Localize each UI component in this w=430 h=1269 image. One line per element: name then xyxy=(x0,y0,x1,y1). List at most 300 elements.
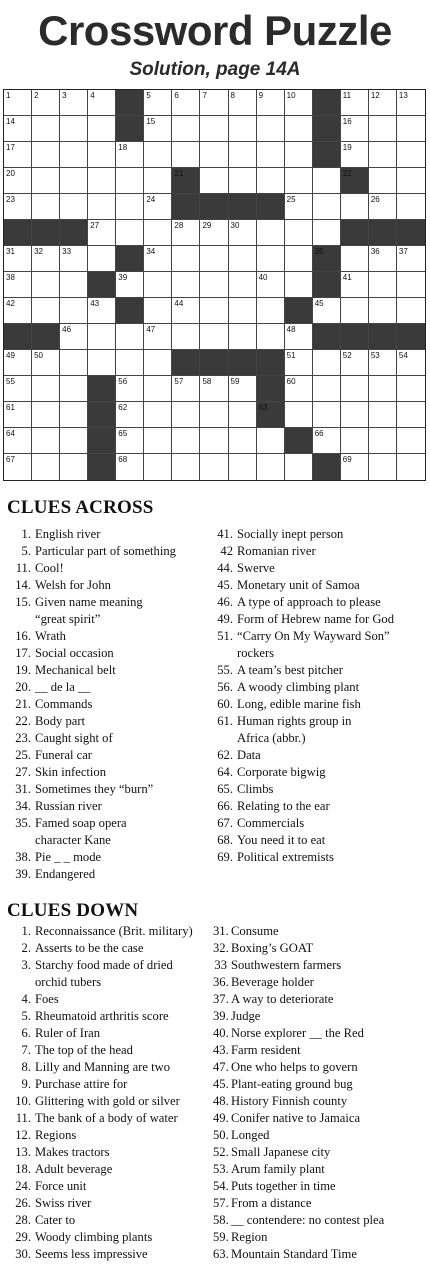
grid-cell[interactable] xyxy=(144,220,172,246)
grid-cell[interactable] xyxy=(116,376,144,402)
grid-cell[interactable] xyxy=(4,272,32,298)
grid-cell[interactable] xyxy=(313,194,341,220)
clue-number: 5. xyxy=(21,544,31,558)
grid-cell[interactable] xyxy=(144,194,172,220)
grid-cell[interactable] xyxy=(200,272,228,298)
grid-cell-number: 11 xyxy=(342,91,352,100)
clue-item xyxy=(7,645,176,662)
clue-number: 37. xyxy=(213,992,229,1006)
grid-cell[interactable] xyxy=(144,116,172,142)
grid-cell[interactable] xyxy=(88,168,116,194)
clue-number: 51. xyxy=(217,629,233,643)
grid-cell[interactable] xyxy=(200,298,228,324)
grid-cell[interactable] xyxy=(4,376,32,402)
clue-number: 49. xyxy=(213,1111,229,1125)
grid-cell[interactable] xyxy=(144,350,172,376)
clue-item xyxy=(7,849,176,866)
grid-cell[interactable] xyxy=(369,90,397,116)
clue-item xyxy=(213,923,384,940)
grid-cell[interactable] xyxy=(144,454,172,480)
clue-text: One who helps to govern xyxy=(231,1060,358,1074)
grid-cell[interactable] xyxy=(4,428,32,454)
grid-cell[interactable] xyxy=(32,428,60,454)
grid-cell[interactable] xyxy=(88,90,116,116)
grid-cell[interactable] xyxy=(60,168,88,194)
clue-text: Judge xyxy=(231,1009,261,1023)
clues-down-heading: CLUES DOWN xyxy=(7,900,139,921)
grid-cell[interactable] xyxy=(116,168,144,194)
grid-cell[interactable] xyxy=(172,272,200,298)
grid-cell[interactable] xyxy=(116,454,144,480)
grid-cell[interactable] xyxy=(285,376,313,402)
grid-cell[interactable] xyxy=(4,116,32,142)
grid-cell-number: 63 xyxy=(258,403,268,412)
grid-cell[interactable] xyxy=(313,428,341,454)
grid-cell[interactable] xyxy=(285,168,313,194)
clue-number: 20. xyxy=(15,680,31,694)
grid-cell[interactable] xyxy=(229,142,257,168)
grid-cell[interactable] xyxy=(397,168,425,194)
grid-cell[interactable] xyxy=(229,324,257,350)
grid-cell[interactable] xyxy=(172,142,200,168)
grid-cell[interactable] xyxy=(144,90,172,116)
grid-cell[interactable] xyxy=(369,168,397,194)
grid-cell[interactable] xyxy=(144,142,172,168)
grid-cell[interactable] xyxy=(285,194,313,220)
clue-item xyxy=(213,849,394,866)
grid-cell[interactable] xyxy=(397,272,425,298)
clue-item xyxy=(7,1025,193,1042)
grid-cell[interactable] xyxy=(285,246,313,272)
grid-cell[interactable] xyxy=(116,350,144,376)
clue-number: 24. xyxy=(15,1179,31,1193)
grid-cell[interactable] xyxy=(200,90,228,116)
grid-cell-number: 30 xyxy=(230,221,240,230)
grid-cell[interactable] xyxy=(60,298,88,324)
grid-cell[interactable] xyxy=(144,298,172,324)
grid-cell[interactable] xyxy=(257,90,285,116)
clue-text: Longed xyxy=(231,1128,270,1142)
clue-number: 23. xyxy=(15,731,31,745)
grid-cell[interactable] xyxy=(285,402,313,428)
grid-cell[interactable] xyxy=(397,194,425,220)
clue-text: The top of the head xyxy=(35,1043,133,1057)
grid-cell[interactable] xyxy=(229,90,257,116)
grid-cell[interactable] xyxy=(116,194,144,220)
grid-cell[interactable] xyxy=(144,428,172,454)
clue-item xyxy=(7,1059,193,1076)
clue-item xyxy=(213,611,394,628)
grid-cell[interactable] xyxy=(4,402,32,428)
grid-cell-number: 38 xyxy=(6,273,15,282)
grid-cell[interactable] xyxy=(32,168,60,194)
grid-cell[interactable] xyxy=(172,220,200,246)
clues-across-heading: CLUES ACROSS xyxy=(7,497,154,518)
grid-black-square xyxy=(313,324,341,350)
grid-cell[interactable] xyxy=(285,142,313,168)
grid-cell[interactable] xyxy=(172,428,200,454)
grid-cell[interactable] xyxy=(341,376,369,402)
grid-cell[interactable] xyxy=(172,324,200,350)
grid-cell[interactable] xyxy=(200,168,228,194)
grid-cell[interactable] xyxy=(4,194,32,220)
clue-text: Cool! xyxy=(35,561,64,575)
grid-cell[interactable] xyxy=(313,220,341,246)
grid-cell[interactable] xyxy=(369,272,397,298)
clue-text: Reconnaissance (Brit. military) xyxy=(35,924,193,938)
clue-item xyxy=(213,1144,384,1161)
grid-cell[interactable] xyxy=(397,90,425,116)
grid-cell[interactable] xyxy=(369,402,397,428)
grid-cell[interactable] xyxy=(369,428,397,454)
grid-cell[interactable] xyxy=(229,272,257,298)
clue-item xyxy=(213,1127,384,1144)
grid-cell[interactable] xyxy=(144,402,172,428)
grid-cell[interactable] xyxy=(369,350,397,376)
grid-cell[interactable] xyxy=(229,220,257,246)
clue-item xyxy=(213,747,394,764)
clue-number: 6. xyxy=(21,1026,31,1040)
grid-cell[interactable] xyxy=(285,220,313,246)
grid-cell[interactable] xyxy=(397,246,425,272)
grid-cell[interactable] xyxy=(341,428,369,454)
clue-item xyxy=(7,662,176,679)
grid-cell-number: 69 xyxy=(342,455,352,464)
grid-cell[interactable] xyxy=(4,350,32,376)
clue-item xyxy=(7,696,176,713)
grid-cell-number: 64 xyxy=(6,429,15,438)
grid-cell[interactable] xyxy=(32,246,60,272)
clue-item xyxy=(213,526,394,543)
clue-text: Data xyxy=(237,748,261,762)
clue-number: 41. xyxy=(217,527,233,541)
clue-number: 39. xyxy=(15,867,31,881)
clue-text: Long, edible marine fish xyxy=(237,697,361,711)
grid-cell[interactable] xyxy=(229,428,257,454)
grid-cell[interactable] xyxy=(285,116,313,142)
clue-number: 11. xyxy=(15,561,31,575)
grid-cell[interactable] xyxy=(229,298,257,324)
grid-black-square xyxy=(369,220,397,246)
grid-cell-number: 12 xyxy=(370,91,380,100)
grid-cell[interactable] xyxy=(200,142,228,168)
clue-item xyxy=(7,1093,193,1110)
grid-cell[interactable] xyxy=(200,454,228,480)
grid-cell-number: 4 xyxy=(90,91,95,100)
grid-cell-number: 68 xyxy=(118,455,128,464)
grid-cell[interactable] xyxy=(257,272,285,298)
grid-cell[interactable] xyxy=(200,116,228,142)
grid-cell[interactable] xyxy=(60,90,88,116)
grid-cell[interactable] xyxy=(88,324,116,350)
grid-cell[interactable] xyxy=(172,116,200,142)
clue-number: 11. xyxy=(15,1111,31,1125)
grid-cell[interactable] xyxy=(285,90,313,116)
grid-cell-number: 5 xyxy=(146,91,151,100)
grid-cell[interactable] xyxy=(32,90,60,116)
grid-cell[interactable] xyxy=(229,116,257,142)
clue-item xyxy=(213,1008,384,1025)
clue-item xyxy=(7,1212,193,1229)
grid-cell[interactable] xyxy=(341,142,369,168)
clue-item xyxy=(7,1246,193,1263)
grid-cell[interactable] xyxy=(397,298,425,324)
page-subtitle: Solution, page 14A xyxy=(129,59,301,80)
grid-cell[interactable] xyxy=(88,220,116,246)
grid-cell[interactable] xyxy=(172,402,200,428)
grid-cell[interactable] xyxy=(116,402,144,428)
grid-cell[interactable] xyxy=(32,194,60,220)
grid-cell[interactable] xyxy=(60,350,88,376)
grid-cell[interactable] xyxy=(88,350,116,376)
clue-item xyxy=(7,991,193,1008)
clue-number: 49. xyxy=(217,612,233,626)
clue-number: 67. xyxy=(217,816,233,830)
clue-number: 55. xyxy=(217,663,233,677)
clue-text: A team’s best pitcher xyxy=(237,663,343,677)
grid-cell[interactable] xyxy=(313,350,341,376)
grid-cell[interactable] xyxy=(257,324,285,350)
grid-cell[interactable] xyxy=(172,298,200,324)
clue-text: Adult beverage xyxy=(35,1162,113,1176)
grid-cell[interactable] xyxy=(172,246,200,272)
grid-cell[interactable] xyxy=(144,246,172,272)
grid-cell[interactable] xyxy=(144,376,172,402)
grid-cell[interactable] xyxy=(144,324,172,350)
grid-cell[interactable] xyxy=(341,454,369,480)
clue-number: 45. xyxy=(217,578,233,592)
grid-black-square xyxy=(172,194,200,220)
grid-cell[interactable] xyxy=(313,402,341,428)
clue-text: Lilly and Manning are two xyxy=(35,1060,171,1074)
grid-cell[interactable] xyxy=(229,168,257,194)
grid-cell[interactable] xyxy=(32,376,60,402)
grid-cell-number: 45 xyxy=(314,299,324,308)
grid-black-square xyxy=(116,90,144,116)
grid-cell[interactable] xyxy=(116,272,144,298)
grid-cell[interactable] xyxy=(116,324,144,350)
grid-cell[interactable] xyxy=(341,90,369,116)
clue-text: Seems less impressive xyxy=(35,1247,148,1261)
clue-item xyxy=(213,1076,384,1093)
grid-cell[interactable] xyxy=(397,116,425,142)
grid-cell[interactable] xyxy=(4,298,32,324)
grid-cell[interactable] xyxy=(116,428,144,454)
clue-number: 59. xyxy=(213,1230,229,1244)
grid-cell[interactable] xyxy=(60,272,88,298)
grid-black-square xyxy=(313,272,341,298)
clue-number: 5. xyxy=(21,1009,31,1023)
grid-cell-number: 59 xyxy=(230,377,240,386)
clue-number: 62. xyxy=(217,748,233,762)
grid-cell[interactable] xyxy=(341,350,369,376)
grid-cell[interactable] xyxy=(200,246,228,272)
grid-cell[interactable] xyxy=(341,194,369,220)
grid-cell[interactable] xyxy=(88,116,116,142)
grid-cell[interactable] xyxy=(341,402,369,428)
grid-cell[interactable] xyxy=(257,246,285,272)
grid-cell[interactable] xyxy=(229,376,257,402)
grid-cell[interactable] xyxy=(369,376,397,402)
clue-item xyxy=(213,1178,384,1195)
grid-cell[interactable] xyxy=(229,246,257,272)
grid-cell-number: 49 xyxy=(6,351,15,360)
grid-cell-number: 7 xyxy=(202,91,207,100)
grid-cell[interactable] xyxy=(60,402,88,428)
grid-cell[interactable] xyxy=(285,350,313,376)
grid-cell[interactable] xyxy=(200,220,228,246)
clue-number: 21. xyxy=(15,697,31,711)
clue-item xyxy=(213,991,384,1008)
grid-cell[interactable] xyxy=(341,272,369,298)
grid-cell[interactable] xyxy=(60,428,88,454)
grid-cell[interactable] xyxy=(257,298,285,324)
grid-cell[interactable] xyxy=(369,194,397,220)
clue-number: 18. xyxy=(15,1162,31,1176)
clue-item xyxy=(213,1042,384,1059)
grid-cell-number: 53 xyxy=(370,351,380,360)
clue-number: 3. xyxy=(21,958,31,972)
clue-item xyxy=(213,594,394,611)
grid-cell[interactable] xyxy=(60,194,88,220)
clue-number: 38. xyxy=(15,850,31,864)
clue-text: Cater to xyxy=(35,1213,76,1227)
grid-cell-number: 60 xyxy=(286,377,296,386)
grid-cell[interactable] xyxy=(32,142,60,168)
grid-cell[interactable] xyxy=(172,90,200,116)
grid-cell[interactable] xyxy=(397,350,425,376)
grid-cell[interactable] xyxy=(32,116,60,142)
grid-cell[interactable] xyxy=(4,142,32,168)
grid-cell[interactable] xyxy=(313,168,341,194)
clue-text: Consume xyxy=(231,924,279,938)
grid-cell[interactable] xyxy=(285,272,313,298)
grid-cell[interactable] xyxy=(32,272,60,298)
grid-cell[interactable] xyxy=(397,454,425,480)
grid-black-square xyxy=(88,272,116,298)
grid-cell[interactable] xyxy=(397,402,425,428)
clue-item xyxy=(213,1059,384,1076)
grid-cell[interactable] xyxy=(60,324,88,350)
grid-black-square xyxy=(313,116,341,142)
grid-cell-number: 61 xyxy=(6,403,15,412)
grid-cell[interactable] xyxy=(32,454,60,480)
grid-cell[interactable] xyxy=(60,116,88,142)
grid-cell[interactable] xyxy=(88,298,116,324)
grid-cell[interactable] xyxy=(341,246,369,272)
clue-number: 54. xyxy=(213,1179,229,1193)
grid-cell[interactable] xyxy=(172,376,200,402)
grid-cell[interactable] xyxy=(4,246,32,272)
clue-item xyxy=(213,1161,384,1178)
grid-cell[interactable] xyxy=(144,272,172,298)
clue-item xyxy=(213,957,384,974)
grid-cell[interactable] xyxy=(313,376,341,402)
grid-cell[interactable] xyxy=(369,298,397,324)
grid-cell-number: 31 xyxy=(6,247,15,256)
grid-cell[interactable] xyxy=(116,142,144,168)
clue-text: Pie _ _ mode xyxy=(35,850,102,864)
clue-text: Given name meaning “great spirit” xyxy=(35,595,143,626)
clue-item xyxy=(7,957,193,991)
grid-cell[interactable] xyxy=(4,454,32,480)
grid-cell[interactable] xyxy=(229,402,257,428)
grid-cell[interactable] xyxy=(88,194,116,220)
grid-black-square xyxy=(341,220,369,246)
clues-down-left-column xyxy=(7,923,193,1263)
grid-black-square xyxy=(285,428,313,454)
grid-cell[interactable] xyxy=(397,428,425,454)
clue-item xyxy=(7,1144,193,1161)
grid-cell[interactable] xyxy=(60,246,88,272)
grid-cell[interactable] xyxy=(341,116,369,142)
clue-text: History Finnish county xyxy=(231,1094,348,1108)
grid-cell-number: 50 xyxy=(34,351,43,360)
clue-number: 14. xyxy=(15,578,31,592)
grid-cell[interactable] xyxy=(144,168,172,194)
grid-cell[interactable] xyxy=(257,168,285,194)
clue-item xyxy=(7,1161,193,1178)
clue-item xyxy=(213,832,394,849)
grid-cell[interactable] xyxy=(397,142,425,168)
grid-cell[interactable] xyxy=(200,324,228,350)
grid-cell[interactable] xyxy=(60,142,88,168)
grid-cell[interactable] xyxy=(116,220,144,246)
clue-text: A way to deteriorate xyxy=(231,992,334,1006)
grid-cell[interactable] xyxy=(257,116,285,142)
grid-cell-number: 14 xyxy=(6,117,15,126)
grid-cell[interactable] xyxy=(397,376,425,402)
grid-cell[interactable] xyxy=(369,116,397,142)
grid-cell[interactable] xyxy=(200,428,228,454)
grid-cell[interactable] xyxy=(369,142,397,168)
grid-cell[interactable] xyxy=(257,428,285,454)
clue-text: Arum family plant xyxy=(231,1162,325,1176)
grid-cell[interactable] xyxy=(369,454,397,480)
clue-number: 61. xyxy=(217,714,233,728)
grid-cell[interactable] xyxy=(200,376,228,402)
grid-cell[interactable] xyxy=(32,350,60,376)
grid-cell-number: 57 xyxy=(174,377,184,386)
grid-cell[interactable] xyxy=(60,454,88,480)
grid-cell[interactable] xyxy=(60,376,88,402)
grid-cell-number: 43 xyxy=(90,299,100,308)
grid-cell[interactable] xyxy=(32,402,60,428)
clue-item xyxy=(7,577,176,594)
grid-cell[interactable] xyxy=(341,298,369,324)
grid-cell[interactable] xyxy=(88,142,116,168)
grid-cell[interactable] xyxy=(257,142,285,168)
grid-cell[interactable] xyxy=(369,246,397,272)
clue-number: 39. xyxy=(213,1009,229,1023)
grid-cell-number: 46 xyxy=(62,325,72,334)
grid-cell[interactable] xyxy=(313,298,341,324)
grid-cell[interactable] xyxy=(4,90,32,116)
grid-cell[interactable] xyxy=(172,454,200,480)
clue-text: Woody climbing plants xyxy=(35,1230,153,1244)
grid-cell[interactable] xyxy=(200,402,228,428)
grid-cell[interactable] xyxy=(285,324,313,350)
grid-cell-number: 52 xyxy=(342,351,352,360)
grid-cell[interactable] xyxy=(32,298,60,324)
grid-cell[interactable] xyxy=(257,454,285,480)
grid-cell[interactable] xyxy=(88,246,116,272)
grid-cell[interactable] xyxy=(285,454,313,480)
clue-number: 7. xyxy=(21,1043,31,1057)
grid-cell[interactable] xyxy=(4,168,32,194)
grid-cell[interactable] xyxy=(229,454,257,480)
grid-cell[interactable] xyxy=(257,220,285,246)
